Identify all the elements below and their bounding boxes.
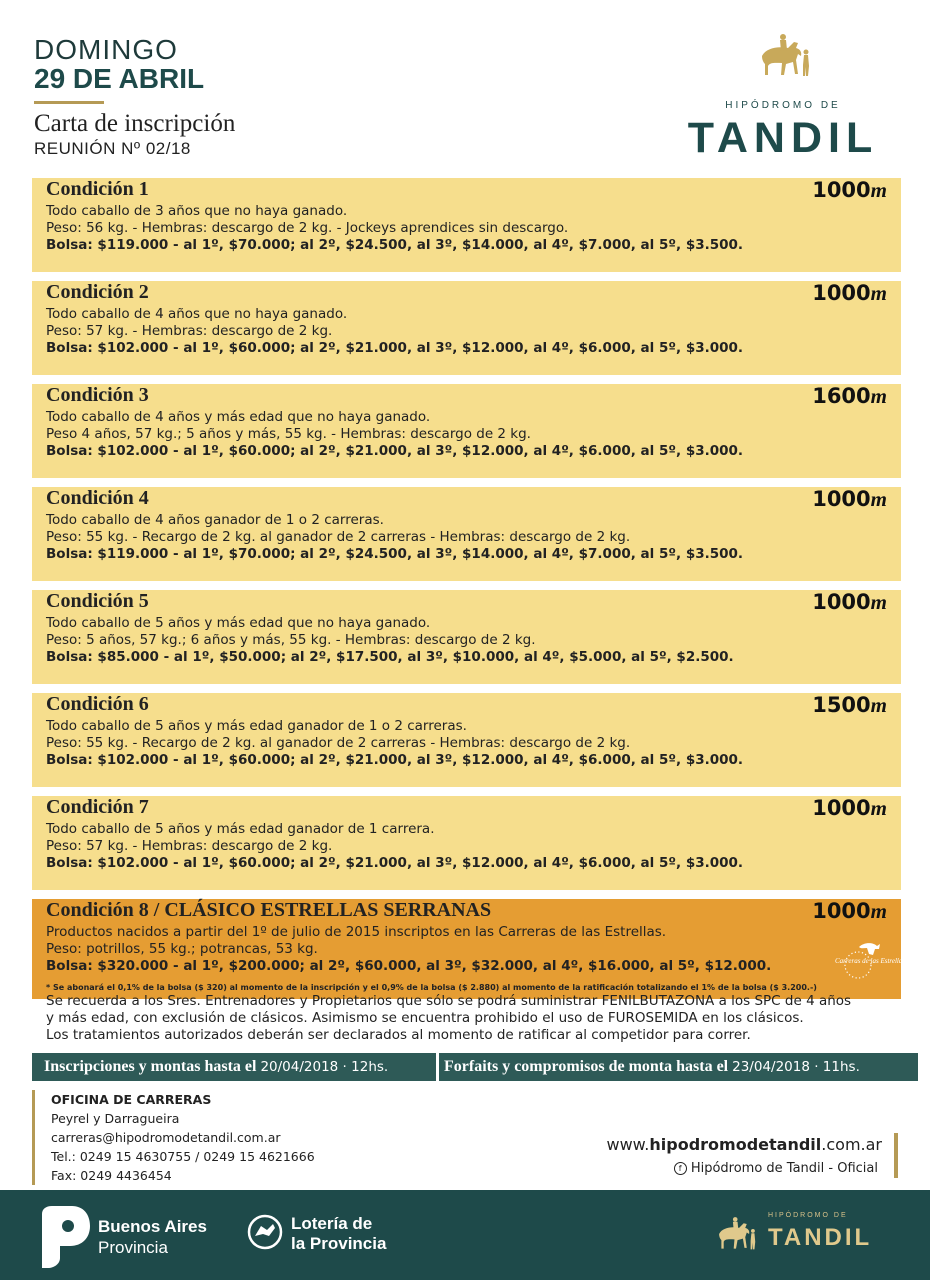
header [0,0,930,175]
race-name: Condición 5 [46,590,149,612]
race-eligibility: Todo caballo de 5 años y más edad que no haya ganado. [46,615,431,631]
svg-text:Carreras de las Estrellas: Carreras de las Estrellas [835,957,906,965]
office-address: Peyrel y Darragueira [51,1111,180,1126]
race-condition-3 [32,384,901,478]
race-weights: Peso 4 años, 57 kg.; 5 años y más, 55 kg. - Hembras: descargo de 2 kg. [46,426,531,442]
race-distance: 1000m [812,796,887,820]
race-name: Condición 3 [46,384,149,406]
facebook-icon: f [674,1162,687,1175]
race-eligibility: Todo caballo de 4 años que no haya ganado. [46,306,348,322]
notice-line: y más edad, con exclusión de clásicos. Asimismo se encuentra prohibido el uso de FUROSEMIDA en los clásicos. [46,1010,804,1026]
race-weights: Peso: 57 kg. - Hembras: descargo de 2 kg. [46,838,333,854]
race-weights: Peso: 56 kg. - Hembras: descargo de 2 kg. - Jockeys aprendices sin descargo. [46,220,569,236]
race-name: Condición 4 [46,487,149,509]
race-distance: 1000m [812,899,887,923]
office-fax: Fax: 0249 4436454 [51,1168,172,1183]
race-eligibility: Productos nacidos a partir del 1º de julio de 2015 inscriptos en las Carreras de las Estrellas. [46,924,667,940]
medication-notice [46,993,896,1044]
race-weights: Peso: 55 kg. - Recargo de 2 kg. al ganador de 2 carreras - Hembras: descargo de 2 kg. [46,735,631,751]
horse-rider-icon [756,30,812,82]
race-name: Condición 6 [46,693,149,715]
footer [0,1190,930,1280]
registration-deadline: Inscripciones y montas hasta el 20/04/2018 · 12hs. [44,1058,389,1075]
notice-line: Se recuerda a los Sres. Entrenadores y Propietarios que sólo se podrá suministrar FENILBUTAZONA a los SPC de 4 años [46,993,852,1009]
race-distance: 1000m [812,487,887,511]
race-name: Condición 1 [46,178,149,200]
race-eligibility: Todo caballo de 3 años que no haya ganado. [46,203,348,219]
tandil-footer-logo [710,1210,890,1270]
race-weights: Peso: potrillos, 55 kg.; potrancas, 53 kg. [46,941,318,957]
logo-subtitle: HIPÓDROMO DE [768,1212,848,1219]
office-email[interactable]: carreras@hipodromodetandil.com.ar [51,1130,281,1145]
notice-line: Los tratamientos autorizados deberán ser declarados al momento de ratificar al competidor para correr. [46,1027,751,1043]
race-eligibility: Todo caballo de 5 años y más edad ganador de 1 carrera. [46,821,435,837]
buenos-aires-wordmark: Buenos Aires Provincia [98,1217,207,1257]
deadlines-bar [32,1053,918,1081]
race-distance: 1500m [812,693,887,717]
horse-rider-icon [710,1214,762,1254]
office-title: OFICINA DE CARRERAS [51,1092,212,1107]
race-name: Condición 8 / CLÁSICO ESTRELLAS SERRANAS [46,899,492,921]
race-distance: 1600m [812,384,887,408]
race-office-contact [32,1090,432,1185]
race-weights: Peso: 57 kg. - Hembras: descargo de 2 kg. [46,323,333,339]
event-date: 29 DE ABRIL [34,63,205,94]
race-purse: Bolsa: $102.000 - al 1º, $60.000; al 2º, $21.000, al 3º, $12.000, al 4º, $6.000, al 5º, $3.000. [46,752,744,768]
race-condition-8-featured [32,899,906,999]
loteria-logo-icon [247,1214,283,1250]
race-eligibility: Todo caballo de 4 años ganador de 1 o 2 carreras. [46,512,384,528]
document-title: Carta de inscripción [34,110,236,137]
logo-title: TANDIL [768,1224,873,1251]
divider [34,101,104,104]
divider [436,1053,439,1081]
race-weights: Peso: 5 años, 57 kg.; 6 años y más, 55 kg. - Hembras: descargo de 2 kg. [46,632,536,648]
divider [894,1133,898,1178]
race-purse: Bolsa: $102.000 - al 1º, $60.000; al 2º, $21.000, al 3º, $12.000, al 4º, $6.000, al 5º, $3.000. [46,855,744,871]
race-condition-2 [32,281,901,375]
logo-title: TANDIL [687,114,879,162]
race-purse: Bolsa: $320.000 - al 1º, $200.000; al 2º, $60.000, al 3º, $32.000, al 4º, $16.000, al 5º, $12.000. [46,958,772,974]
carreras-estrellas-logo-icon [829,935,906,981]
race-distance: 1000m [812,178,887,202]
tandil-logo [668,30,898,160]
race-purse: Bolsa: $85.000 - al 1º, $50.000; al 2º, $17.500, al 3º, $10.000, al 4º, $5.000, al 5º, $2.500. [46,649,734,665]
forfeit-deadline: Forfaits y compromisos de monta hasta el 23/04/2018 · 11hs. [444,1058,860,1075]
facebook-page[interactable]: f Hipódromo de Tandil - Oficial [674,1161,878,1176]
race-condition-6 [32,693,901,787]
race-condition-4 [32,487,901,581]
race-condition-1 [32,178,901,272]
race-condition-5 [32,590,901,684]
race-weights: Peso: 55 kg. - Recargo de 2 kg. al ganador de 2 carreras - Hembras: descargo de 2 kg. [46,529,631,545]
meeting-number: REUNIÓN Nº 02/18 [34,139,191,158]
race-name: Condición 7 [46,796,149,818]
event-day: DOMINGO [34,34,178,65]
race-eligibility: Todo caballo de 4 años y más edad que no haya ganado. [46,409,431,425]
loteria-wordmark: Lotería de la Provincia [291,1214,387,1253]
buenos-aires-logo-icon [38,1206,90,1268]
race-eligibility: Todo caballo de 5 años y más edad ganador de 1 o 2 carreras. [46,718,467,734]
race-distance: 1000m [812,590,887,614]
race-purse-footnote: * Se abonará el 0,1% de la bolsa ($ 320) al momento de la inscripción y el 0,9% de la bolsa ($ 2.880) al momento de la ratificación totalizando el 1% de la bolsa ($ 3.200.-) [46,983,817,992]
race-name: Condición 2 [46,281,149,303]
office-phone: Tel.: 0249 15 4630755 / 0249 15 4621666 [51,1149,315,1164]
race-distance: 1000m [812,281,887,305]
race-purse: Bolsa: $102.000 - al 1º, $60.000; al 2º, $21.000, al 3º, $12.000, al 4º, $6.000, al 5º, $3.000. [46,340,744,356]
race-condition-7 [32,796,901,890]
race-conditions-list [32,178,906,1008]
logo-subtitle: HIPÓDROMO DE [725,100,841,111]
website-link[interactable]: www.hipodromodetandil.com.ar [606,1135,882,1154]
race-purse: Bolsa: $119.000 - al 1º, $70.000; al 2º, $24.500, al 3º, $14.000, al 4º, $7.000, al 5º, $3.500. [46,546,744,562]
race-purse: Bolsa: $102.000 - al 1º, $60.000; al 2º, $21.000, al 3º, $12.000, al 4º, $6.000, al 5º, $3.000. [46,443,744,459]
race-purse: Bolsa: $119.000 - al 1º, $70.000; al 2º, $24.500, al 3º, $14.000, al 4º, $7.000, al 5º, $3.500. [46,237,744,253]
